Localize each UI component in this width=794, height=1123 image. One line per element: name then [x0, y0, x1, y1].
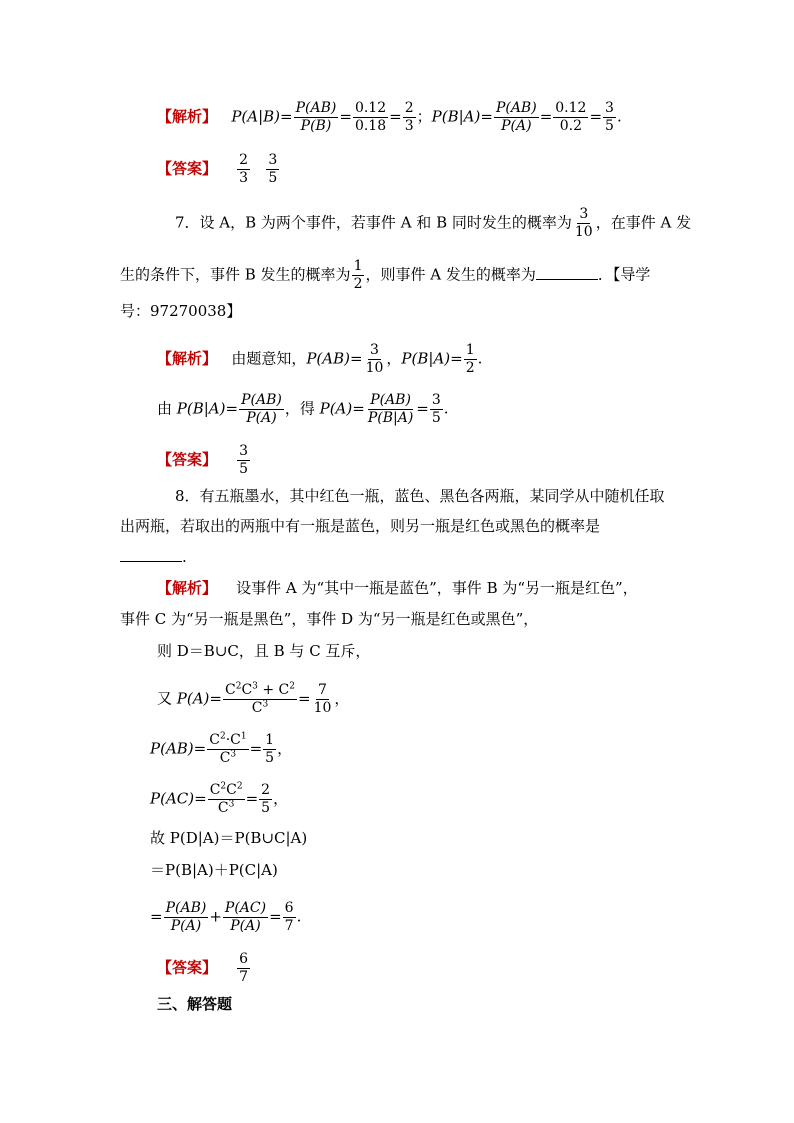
q8-pda-line: 故 P(D|A)＝P(B∪C|A) [150, 829, 308, 847]
q7-derivation-line: 由 P(B|A)= $\frac{P(AB)}{P(A)}$ ，得 P(A)= $\frac{P(AB)}{P(B|A)}$ = $\frac{3}{5}$ . [157, 392, 449, 426]
q8-line-2: 出两瓶，若取出的两瓶中有一瓶是蓝色，则另一瓶是红色或黑色的概率是 [120, 517, 601, 535]
q8-line-1: 8．有五瓶墨水，其中红色一瓶，蓝色、黑色各两瓶，某同学从中随机任取 [175, 487, 665, 505]
fraction: $\frac{2}{5}$ [261, 782, 271, 816]
answer-blank [536, 265, 598, 280]
analysis-tag: 【解析】 [157, 579, 218, 597]
q8-analysis-line-1: 【解析】 设事件 A 为“其中一瓶是蓝色”，事件 B 为“另一瓶是红色”， [157, 579, 638, 597]
fraction: $\frac{0.12}{0.18}$ [354, 100, 387, 134]
q7-line-2: 生的条件下，事件 B 发生的概率为 $\frac{1}{2}$ ，则事件 A 发生的概率为 ．【导学 [120, 258, 651, 292]
analysis-tag: 【解析】 [157, 107, 218, 126]
q8-pac-line: P(AC)= $\frac{C^2C^2}{C^3}$ = $\frac{2}{5}$ ， [150, 781, 289, 816]
fraction: $\frac{P(AB)}{P(B)}$ [295, 100, 337, 134]
q7-line-3: 号：97270038】 [120, 302, 242, 320]
fraction: $\frac{0.12}{0.2}$ [555, 100, 587, 134]
fraction: $\frac{P(AB)}{P(B|A)}$ [367, 392, 414, 426]
fraction: $\frac{1}{5}$ [265, 732, 275, 766]
answer-tag: 【答案】 [157, 159, 218, 178]
fraction: $\frac{C^2\cdot C^1}{C^3}$ [209, 731, 247, 766]
q8-line-3: . [120, 547, 187, 567]
fraction: $\frac{1}{2}$ [353, 258, 363, 292]
fraction: $\frac{3}{5}$ [239, 443, 249, 477]
q8-answer-line [157, 951, 251, 986]
fraction: $\frac{3}{5}$ [268, 152, 278, 186]
analysis-tag: 【解析】 [157, 349, 218, 368]
fraction: $\frac{P(AB)}{P(A)}$ [495, 100, 537, 134]
fraction: $\frac{3}{10}$ [574, 206, 593, 240]
fraction: $\frac{1}{2}$ [465, 342, 475, 376]
q8-sum-line: ＝P(B|A)＋P(C|A) [150, 861, 278, 879]
fraction: $\frac{P(AB)}{P(A)}$ [165, 900, 207, 934]
fraction: $\frac{6}{7}$ [284, 900, 294, 934]
q7-answer-line [157, 443, 251, 478]
q6-answer-line [157, 152, 280, 187]
fraction: $\frac{C^2C^3 + C^2}{C^3}$ [225, 681, 295, 716]
fraction: $\frac{2}{3}$ [404, 100, 414, 134]
q8-analysis-line-3: 则 D＝B∪C，且 B 与 C 互斥， [157, 642, 371, 660]
q8-pab-line: P(AB)= $\frac{C^2\cdot C^1}{C^3}$ = $\frac{1}{5}$ ， [150, 731, 293, 766]
fraction: $\frac{3}{5}$ [605, 100, 614, 134]
answer-blank [120, 547, 182, 562]
fraction: $\frac{3}{10}$ [365, 342, 384, 376]
answer-tag: 【答案】 [157, 958, 218, 977]
fraction: $\frac{2}{3}$ [239, 152, 249, 186]
q7-analysis-line: 【解析】 由题意知，P(AB)= $\frac{3}{10}$ ，P(B|A)= $\frac{1}{2}$ . [157, 342, 483, 376]
fraction: $\frac{3}{5}$ [431, 392, 441, 426]
fraction: $\frac{6}{7}$ [239, 951, 249, 985]
fraction: $\frac{P(AB)}{P(A)}$ [241, 392, 282, 426]
q6-analysis-line: 【解析】 P(A|B)= $\frac{P(AB)}{P(B)}$ = $\frac{0.12}{0.18}$ = $\frac{2}{3}$ ；P(B|A)= $\frac{P(AB)}{P(A)}$ = $\frac{0.12}{0.2}$ = $\frac{3}{5}$ . [157, 100, 622, 134]
q8-pa-line: 又 P(A)= $\frac{C^2C^3 + C^2}{C^3}$ = $\frac{7}{10}$ ， [157, 681, 350, 716]
section-heading: 三、解答题 [157, 995, 233, 1013]
answer-tag: 【答案】 [157, 450, 218, 469]
q8-analysis-line-2: 事件 C 为“另一瓶是黑色”，事件 D 为“另一瓶是红色或黑色”， [120, 610, 539, 628]
q7-line-1: 7．设 A，B 为两个事件，若事件 A 和 B 同时发生的概率为 $\frac{3}{10}$ ，在事件 A 发 [175, 206, 692, 240]
fraction: $\frac{C^2C^2}{C^3}$ [209, 781, 243, 816]
fraction: $\frac{7}{10}$ [313, 682, 332, 716]
fraction: $\frac{P(AC)}{P(A)}$ [224, 900, 267, 934]
q8-final-line: = $\frac{P(AB)}{P(A)}$ + $\frac{P(AC)}{P(A)}$ = $\frac{6}{7}$ . [150, 900, 302, 934]
